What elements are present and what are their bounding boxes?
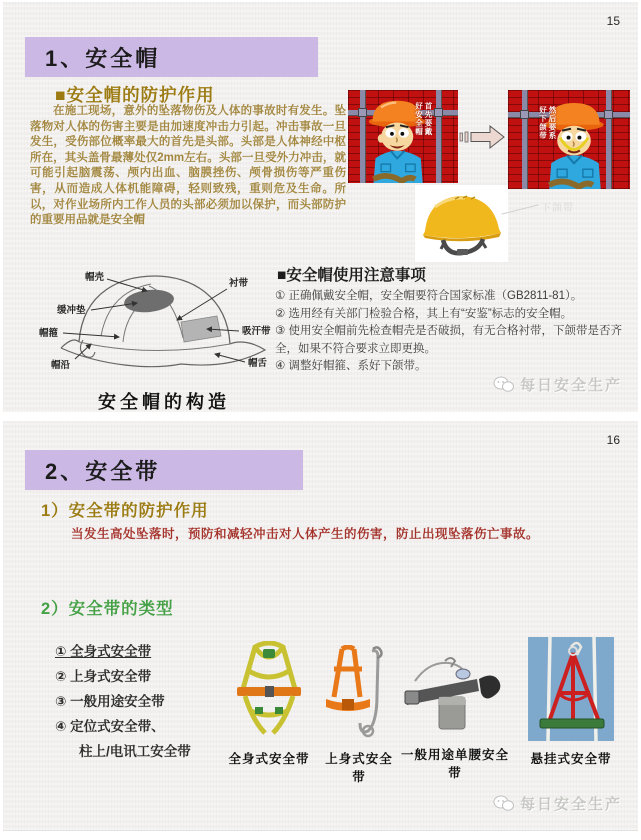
cartoon-worker-chin-strap — [508, 90, 630, 189]
note-item: ③ 使用安全帽前先检查帽壳是否破损，有无合格衬带，下颌带是否齐全，如果不符合要求立即更换。 — [275, 325, 623, 355]
diagram-label-band: 帽箍 — [39, 328, 59, 339]
subheading-protection: 1）安全带的防护作用 — [41, 502, 209, 520]
diagram-label-peak: 帽舌 — [248, 358, 268, 369]
slide-title: 2、安全带 — [25, 450, 303, 490]
worker-cartoon-icon — [352, 96, 448, 183]
subheading-types: 2）安全带的类型 — [41, 600, 174, 618]
page-number: 16 — [606, 433, 620, 447]
note-item: ④ 调整好帽箍、系好下颌带。 — [275, 360, 427, 372]
arrow-right-icon — [459, 122, 507, 157]
type-item-full-body: ① 全身式安全带 — [55, 644, 152, 659]
diagram-label-lining: 衬带 — [229, 278, 249, 289]
watermark-text: 每日安全生产 — [519, 796, 622, 813]
section-heading-protection: ■安全帽的防护作用 — [55, 85, 215, 105]
figure-upper-body-harness — [319, 645, 399, 785]
belt-type-list — [55, 639, 191, 764]
slide-safety-helmet — [3, 2, 638, 412]
slide-title: 1、安全帽 — [25, 37, 318, 77]
wechat-icon — [493, 376, 515, 393]
figure-caption: 全身式安全带 — [228, 752, 310, 766]
cartoon-worker-wearing-helmet — [348, 90, 458, 183]
watermark — [493, 793, 622, 814]
figure-waist-belt — [399, 653, 511, 781]
yellow-helmet-icon — [415, 185, 508, 262]
note-item: ② 选用经有关部门检验合格，其上有“安鉴”标志的安全帽。 — [275, 307, 573, 320]
upper-body-harness-icon — [320, 645, 398, 741]
protection-body-text: 在施工现场，意外的坠落物伤及人体的事故时有发生。坠落物对人体的伤害主要是由加速度冲击力引起。冲击事故一旦发生，受伤部位概率最大的首先是头部。头部是人体神经中枢所在，其头盖骨最薄处仅2mm左右。头部一旦受外力冲击，就可能引起脑震荡、颅内出血、脑膜挫伤、颅骨损伤等严重伤害，从而造成人体机能障碍，轻则致残，重则危及生命。所以，对作业场所内工作人员的头部必须加以保护，而头部防护的重要用品就是安全帽 — [30, 105, 346, 227]
type-item-general: ③ 一般用途安全带 — [55, 694, 165, 709]
diagram-caption: 安全帽的构造 — [98, 392, 230, 412]
diagram-label-cushion: 缓冲垫 — [57, 305, 86, 316]
cartoon-caption: 首先要戴好安全帽 — [414, 102, 433, 136]
note-item: ① 正确佩戴安全帽，安全帽要符合国家标准（GB2811-81）。 — [275, 290, 583, 302]
waist-belt-icon — [401, 653, 509, 737]
figure-suspension-harness — [527, 637, 615, 767]
figure-full-body-harness — [223, 641, 315, 767]
diagram-label-rim: 帽沿 — [51, 360, 71, 371]
wechat-icon — [493, 795, 515, 812]
slide-safety-belt — [3, 421, 638, 831]
watermark-text: 每日安全生产 — [519, 377, 622, 394]
figure-caption: 一般用途单腰安全带 — [400, 748, 509, 780]
figure-caption: 悬挂式安全带 — [530, 752, 612, 766]
suspension-harness-icon — [528, 637, 614, 741]
figure-caption: 上身式安全带 — [325, 752, 393, 784]
notes-list — [275, 288, 633, 376]
helmet-structure-diagram — [31, 262, 276, 392]
diagram-label-shell: 帽壳 — [85, 272, 105, 283]
helmet-photo — [415, 185, 508, 262]
type-item-positioning: ④ 定位式安全带、 — [55, 719, 165, 734]
watermark — [493, 374, 622, 395]
type-item-upper-body: ② 上身式安全带 — [55, 669, 152, 684]
page-number: 15 — [606, 14, 620, 28]
section-heading-notes: ■安全帽使用注意事项 — [277, 267, 426, 284]
protection-body-text: 当发生高处坠落时，预防和减轻冲击对人体产生的伤害，防止出现坠落伤亡事故。 — [71, 527, 540, 541]
diagram-label-sweatband: 吸汗带 — [242, 326, 271, 337]
full-body-harness-icon — [225, 641, 313, 741]
chin-strap-label: 下颌带 — [541, 203, 574, 214]
type-item-pole: 柱上/电讯工安全带 — [79, 744, 191, 759]
cartoon-caption: 然后要系好下颌带 — [538, 106, 557, 140]
